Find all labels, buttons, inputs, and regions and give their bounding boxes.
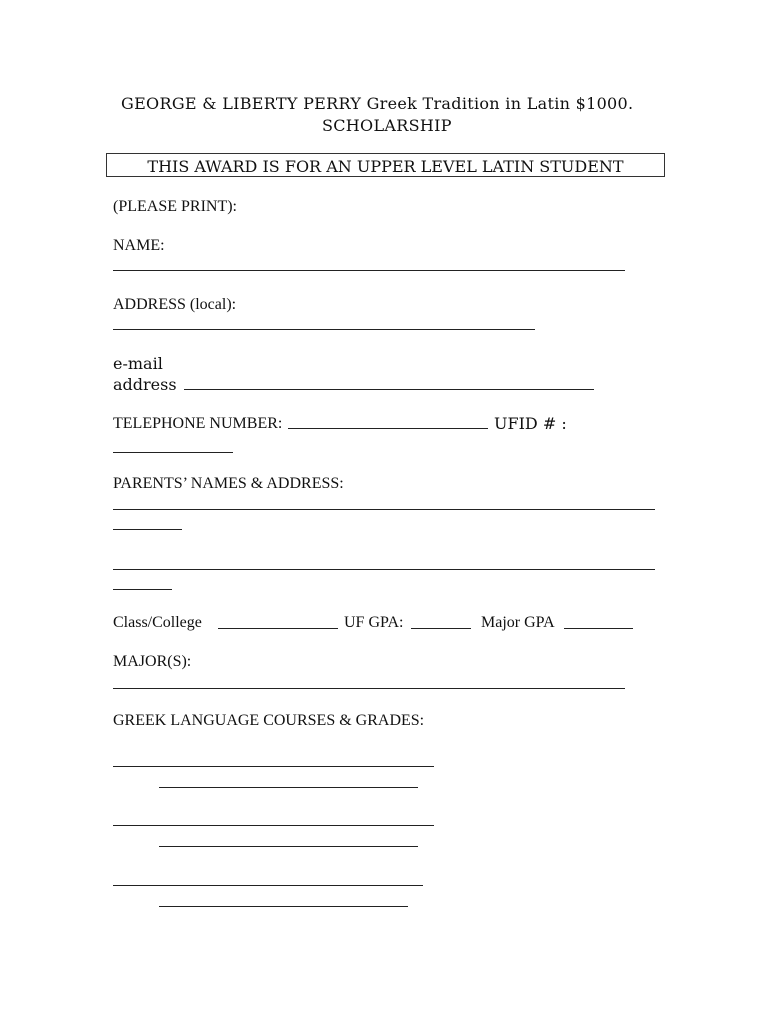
parents-label: PARENTS’ NAMES & ADDRESS: bbox=[113, 475, 344, 492]
uf-gpa-label: UF GPA: bbox=[344, 614, 404, 631]
award-notice-box bbox=[106, 153, 665, 177]
greek-course-line-3[interactable] bbox=[113, 885, 423, 886]
major-gpa-label: Major GPA bbox=[481, 614, 555, 631]
greek-courses-label: GREEK LANGUAGE COURSES & GRADES: bbox=[113, 712, 425, 729]
greek-course-line-2[interactable] bbox=[113, 825, 434, 826]
majors-field[interactable] bbox=[113, 688, 625, 689]
parents-field-line1-cont[interactable] bbox=[113, 529, 182, 530]
class-college-field[interactable] bbox=[218, 628, 338, 629]
email-label-line2: address bbox=[113, 375, 177, 394]
class-college-label: Class/College bbox=[113, 614, 202, 631]
telephone-field[interactable] bbox=[288, 428, 488, 429]
form-title-line1: GEORGE & LIBERTY PERRY Greek Tradition in Latin $1000. bbox=[121, 94, 634, 113]
greek-grade-line-3[interactable] bbox=[159, 906, 408, 907]
major-gpa-field[interactable] bbox=[564, 628, 633, 629]
parents-field-line2[interactable] bbox=[113, 569, 655, 570]
name-field[interactable] bbox=[113, 270, 625, 271]
please-print-label: (PLEASE PRINT): bbox=[113, 198, 237, 215]
award-notice-text: THIS AWARD IS FOR AN UPPER LEVEL LATIN STUDENT bbox=[147, 157, 624, 176]
greek-grade-line-1[interactable] bbox=[159, 787, 418, 788]
majors-label: MAJOR(S): bbox=[113, 653, 192, 670]
parents-field-line2-cont[interactable] bbox=[113, 589, 172, 590]
ufid-label: UFID # : bbox=[494, 414, 567, 433]
parents-field-line1[interactable] bbox=[113, 509, 655, 510]
email-field[interactable] bbox=[184, 389, 594, 390]
ufid-field[interactable] bbox=[113, 452, 233, 453]
greek-course-line-1[interactable] bbox=[113, 766, 434, 767]
greek-grade-line-2[interactable] bbox=[159, 846, 418, 847]
address-field[interactable] bbox=[113, 329, 535, 330]
name-label: NAME: bbox=[113, 237, 165, 254]
uf-gpa-field[interactable] bbox=[411, 628, 471, 629]
address-label: ADDRESS (local): bbox=[113, 296, 237, 313]
telephone-label: TELEPHONE NUMBER: bbox=[113, 415, 283, 432]
form-title-line2: SCHOLARSHIP bbox=[322, 116, 452, 135]
email-label-line1: e-mail bbox=[113, 354, 163, 373]
